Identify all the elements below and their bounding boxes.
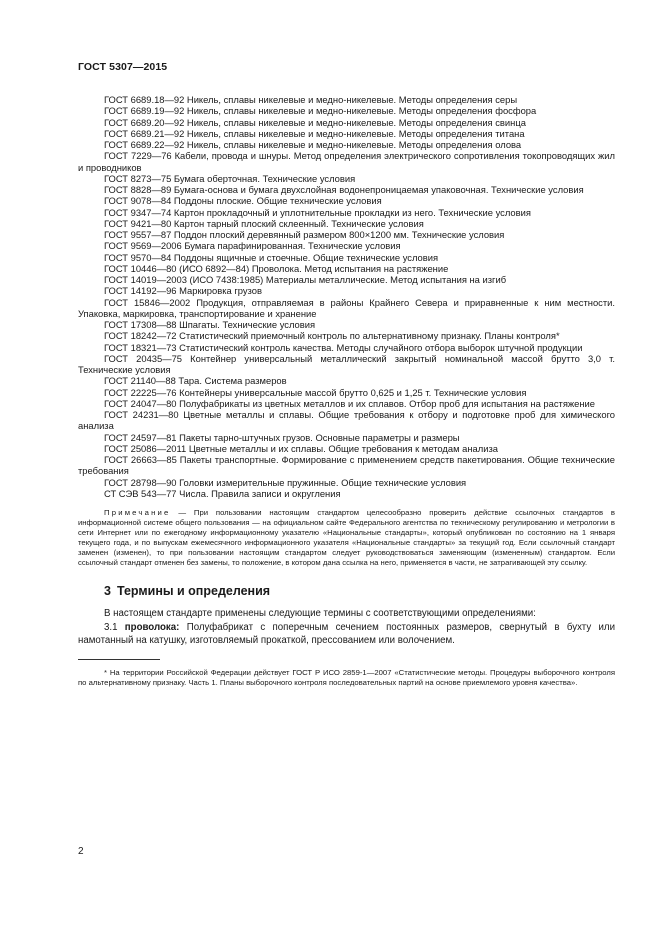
reference-item: ГОСТ 25086—2011 Цветные металлы и их сплавы. Общие требования к методам анализа xyxy=(104,442,498,454)
reference-item: ГОСТ 6689.20—92 Никель, сплавы никелевые и медно-никелевые. Методы определения свинца xyxy=(104,116,526,128)
note-text: — При пользовании настоящим стандартом целесообразно проверить действие ссылочных стандартов в информационной системе общего пользования — на официальном сайте Федерального агентства по техническому регулированию и метрологии в сети Интернет или по ежегодному информационному указателю «Национальные стандарты», который опубликован по состоянию на 1 января текущего года, и по выпускам ежемесячного информационного указателя «Национальные стандарты» за текущий год. Если ссылочный стандарт заменен (изменен), то при пользовании настоящим стандартом следует руководствоваться заменяющим (измененным) стандартом. Если ссылочный стандарт отменен без замены, то положение, в котором дана ссылка на него, применяется в части, не затрагивающей эту ссылку. xyxy=(78,508,615,567)
reference-item: ГОСТ 17308—88 Шпагаты. Технические условия xyxy=(104,319,316,330)
term-number: 3.1 xyxy=(104,621,118,633)
reference-item: ГОСТ 7229—76 Кабели, провода и шнуры. Метод определения электрического сопротивления токопроводящих жил и проводников xyxy=(78,150,615,173)
reference-item: ГОСТ 10446—80 (ИСО 6892—84) Проволока. Метод испытания на растяжение xyxy=(104,262,449,274)
reference-item: ГОСТ 6689.22—92 Никель, сплавы никелевые и медно-никелевые. Методы определения олова xyxy=(104,139,522,150)
reference-item: ГОСТ 9421—80 Картон тарный плоский склеенный. Технические условия xyxy=(104,217,424,229)
document-header: ГОСТ 5307—2015 xyxy=(78,61,168,73)
note-paragraph xyxy=(78,508,615,568)
term-definition xyxy=(78,621,615,648)
footnote-divider xyxy=(78,659,160,660)
reference-item: ГОСТ 9347—74 Картон прокладочный и уплотнительные прокладки из него. Технические условия xyxy=(104,206,531,218)
page-number: 2 xyxy=(78,846,84,857)
reference-item: ГОСТ 26663—85 Пакеты транспортные. Формирование с применением средств пакетирования. Общие технические требования xyxy=(78,454,615,477)
normative-references-list xyxy=(78,94,615,499)
reference-item: ГОСТ 8273—75 Бумага оберточная. Технические условия xyxy=(104,172,356,184)
reference-item: ГОСТ 22225—76 Контейнеры универсальные массой брутто 0,625 и 1,25 т. Технические условия xyxy=(104,386,527,398)
reference-item: ГОСТ 9078—84 Поддоны плоские. Общие технические условия xyxy=(104,195,382,207)
reference-item: ГОСТ 28798—90 Головки измерительные пружинные. Общие технические условия xyxy=(104,476,467,488)
reference-item: ГОСТ 15846—2002 Продукция, отправляемая в районы Крайнего Севера и приравненные к ним местности. Упаковка, маркировка, транспортирование и хранение xyxy=(78,296,615,319)
footnote: * На территории Российской Федерации действует ГОСТ Р ИСО 2859-1—2007 «Статистические методы. Процедуры выборочного контроля по альтернативному признаку. Часть 1. Планы выборочного контроля последовательных партий на основе приемлемого уровня качества». xyxy=(78,668,615,688)
reference-item: ГОСТ 8828—89 Бумага-основа и бумага двухслойная водонепроницаемая упаковочная. Технические условия xyxy=(104,184,584,195)
reference-item: ГОСТ 24047—80 Полуфабрикаты из цветных металлов и их сплавов. Отбор проб для испытания на растяжение xyxy=(104,397,596,409)
reference-item: ГОСТ 6689.19—92 Никель, сплавы никелевые и медно-никелевые. Методы определения фосфора xyxy=(104,105,537,117)
reference-item: ГОСТ 9569—2006 Бумага парафинированная. Технические условия xyxy=(104,240,401,252)
section-title: Термины и определения xyxy=(116,584,271,598)
term-text: Полуфабрикат с поперечным сечением постоянных размеров, свернутый в бухту или намотанный на катушку, изготовляемый прокаткой, прессованием или волочением. xyxy=(78,621,615,646)
term-name: проволока: xyxy=(124,621,180,633)
reference-item: ГОСТ 6689.21—92 Никель, сплавы никелевые и медно-никелевые. Методы определения титана xyxy=(104,127,525,139)
reference-item: ГОСТ 24597—81 Пакеты тарно-штучных грузов. Основные параметры и размеры xyxy=(104,431,460,443)
reference-item: ГОСТ 14192—96 Маркировка грузов xyxy=(104,285,262,297)
section-heading xyxy=(78,586,615,597)
reference-item: ГОСТ 20435—75 Контейнер универсальный металлический закрытый номинальной массой брутто 3,0 т. Технические условия xyxy=(78,352,615,375)
reference-item: ГОСТ 6689.18—92 Никель, сплавы никелевые и медно-никелевые. Методы определения серы xyxy=(104,94,518,105)
document-body xyxy=(78,94,615,689)
reference-item: ГОСТ 18242—72 Статистический приемочный контроль по альтернативному признаку. Планы контроля* xyxy=(104,330,560,342)
section-number: 3 xyxy=(104,584,111,598)
reference-item: ГОСТ 24231—80 Цветные металлы и сплавы. Общие требования к отбору и подготовке проб для химического анализа xyxy=(78,409,615,432)
section-intro: В настоящем стандарте применены следующие термины с соответствующими определениями: xyxy=(104,608,536,620)
reference-item: ГОСТ 9557—87 Поддон плоский деревянный размером 800×1200 мм. Технические условия xyxy=(104,229,505,240)
reference-item: ГОСТ 21140—88 Тара. Система размеров xyxy=(104,375,287,387)
reference-item: ГОСТ 14019—2003 (ИСО 7438:1985) Материалы металлические. Метод испытания на изгиб xyxy=(104,274,507,285)
reference-item: ГОСТ 9570—84 Поддоны ящичные и стоечные. Общие технические условия xyxy=(104,251,439,263)
reference-item: ГОСТ 18321—73 Статистический контроль качества. Методы случайного отбора выборок штучной продукции xyxy=(104,341,583,353)
reference-item: СТ СЭВ 543—77 Числа. Правила записи и округления xyxy=(104,487,341,499)
note-label: Примечание xyxy=(104,508,171,517)
